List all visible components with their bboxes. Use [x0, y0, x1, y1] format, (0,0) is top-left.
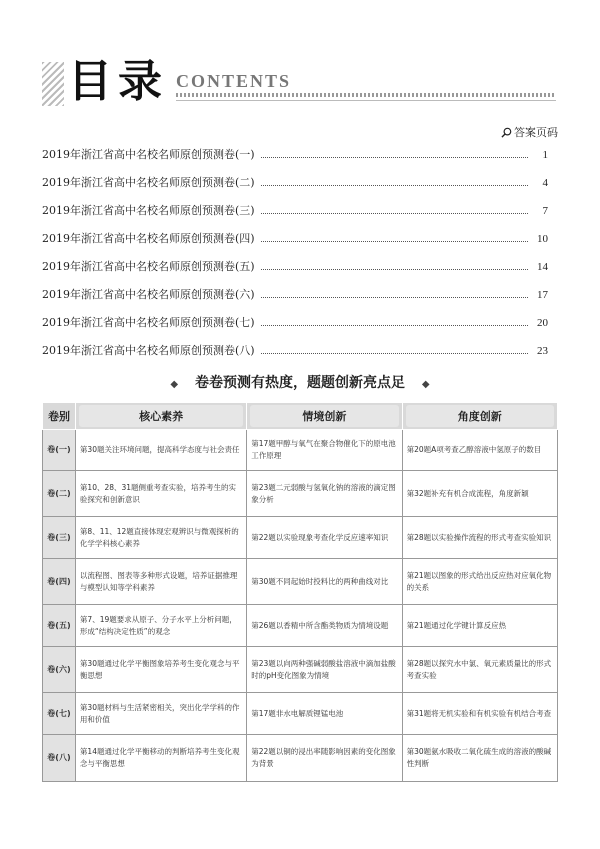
table-row [43, 559, 558, 605]
toc-item-label: 2019年浙江省高中名校名师原创预测卷(四) [42, 232, 255, 245]
angle-cell: 第20题A项考查乙醇溶液中氢原子的数目 [402, 430, 557, 471]
toc-item-label: 2019年浙江省高中名校名师原创预测卷(六) [42, 288, 255, 301]
toc-item-page: 17 [537, 289, 548, 301]
toc-item[interactable] [42, 286, 548, 314]
toc-item-page: 10 [537, 233, 548, 245]
context-cell: 第22题以实验现象考查化学反应速率知识 [247, 517, 402, 559]
table-row [43, 693, 558, 735]
toc-item-label: 2019年浙江省高中名校名师原创预测卷(八) [42, 344, 255, 357]
toc-item[interactable] [42, 146, 548, 174]
table-row [43, 430, 558, 471]
section-header [0, 372, 600, 392]
core-cell: 第8、11、12题直接体现宏观辨识与微观探析的化学学科核心素养 [75, 517, 246, 559]
toc-item-label: 2019年浙江省高中名校名师原创预测卷(五) [42, 260, 255, 273]
contents-subtitle: CONTENTS [176, 71, 292, 91]
table-row [43, 517, 558, 559]
angle-cell: 第28题以探究水中氯、氧元素质量比的形式考查实验 [402, 647, 557, 693]
toc-leader-dots [261, 346, 528, 354]
context-cell: 第23题以向两种强碱弱酸盐溶液中滴加盐酸时的pH变化图象为情境 [247, 647, 402, 693]
core-cell: 第7、19题要求从原子、分子水平上分析问题，形成“结构决定性质”的观念 [75, 605, 246, 647]
toc-leader-dots [261, 262, 528, 270]
paper-label: 卷(四) [43, 559, 76, 605]
toc-leader-dots [261, 178, 528, 186]
toc-leader-dots [261, 206, 528, 214]
search-icon [501, 127, 512, 138]
toc-item-page: 4 [542, 177, 548, 189]
context-cell: 第22题以铜的浸出率随影响因素的变化图象为背景 [247, 735, 402, 782]
title-hatch-decoration [42, 62, 64, 106]
title-rule [176, 93, 556, 97]
toc-item[interactable] [42, 202, 548, 230]
toc-leader-dots [261, 290, 528, 298]
context-cell: 第17题甲醇与氧气在聚合物催化下的原电池工作原理 [247, 430, 402, 471]
context-cell: 第30题不同起始时投料比的两种曲线对比 [247, 559, 402, 605]
toc-item[interactable] [42, 258, 548, 286]
paper-label: 卷(二) [43, 471, 76, 517]
answer-page-text: 答案页码 [514, 126, 558, 139]
toc-item-label: 2019年浙江省高中名校名师原创预测卷(三) [42, 204, 255, 217]
paper-label: 卷(三) [43, 517, 76, 559]
context-cell: 第23题二元弱酸与氢氧化钠的溶液的滴定图象分析 [247, 471, 402, 517]
paper-label: 卷(八) [43, 735, 76, 782]
paper-label: 卷(六) [43, 647, 76, 693]
table-header-row [43, 403, 558, 430]
table-row [43, 647, 558, 693]
toc-item[interactable] [42, 314, 548, 342]
paper-label: 卷(七) [43, 693, 76, 735]
header-angle-innovation: 角度创新 [402, 403, 557, 430]
diamond-icon: ◆ [421, 379, 430, 390]
diamond-icon: ◆ [170, 379, 179, 390]
toc-item[interactable] [42, 174, 548, 202]
header-context-innovation: 情境创新 [247, 403, 402, 430]
table-row [43, 471, 558, 517]
angle-cell: 第21题通过化学键计算反应热 [402, 605, 557, 647]
core-cell: 第10、28、31题侧重考查实验，培养考生的实验探究和创新意识 [75, 471, 246, 517]
core-cell: 第30题材料与生活紧密相关，突出化学学科的作用和价值 [75, 693, 246, 735]
toc-item-page: 1 [542, 149, 548, 161]
answer-page-label [501, 124, 558, 140]
angle-cell: 第32题补充有机合成流程，角度新颖 [402, 471, 557, 517]
header-core-literacy: 核心素养 [75, 403, 246, 430]
toc-item[interactable] [42, 230, 548, 258]
toc-leader-dots [261, 318, 528, 326]
context-cell: 第26题以香精中所含酯类物质为情境设题 [247, 605, 402, 647]
toc-item-page: 14 [537, 261, 548, 273]
toc-leader-dots [261, 234, 528, 242]
toc-item[interactable] [42, 342, 548, 370]
context-cell: 第17题非水电解质锂锰电池 [247, 693, 402, 735]
toc-item-label: 2019年浙江省高中名校名师原创预测卷(二) [42, 176, 255, 189]
header-paper: 卷别 [43, 403, 76, 430]
toc-item-label: 2019年浙江省高中名校名师原创预测卷(一) [42, 148, 255, 161]
core-cell: 以流程图、图表等多种形式设题，培养证据推理与模型认知等学科素养 [75, 559, 246, 605]
paper-label: 卷(一) [43, 430, 76, 471]
innovation-table [42, 402, 558, 782]
angle-cell: 第31题将无机实验和有机实验有机结合考查 [402, 693, 557, 735]
table-row [43, 605, 558, 647]
toc-item-page: 23 [537, 345, 548, 357]
toc-item-label: 2019年浙江省高中名校名师原创预测卷(七) [42, 316, 255, 329]
title-rule-thin [176, 100, 556, 101]
toc-item-page: 7 [542, 205, 548, 217]
toc-list [42, 146, 548, 370]
angle-cell: 第28题以实验操作流程的形式考查实验知识 [402, 517, 557, 559]
angle-cell: 第30题氨水吸收二氧化硫生成的溶液的酸碱性判断 [402, 735, 557, 782]
page-title: 目录 [68, 56, 168, 107]
toc-item-page: 20 [537, 317, 548, 329]
core-cell: 第30题关注环境问题，提高科学态度与社会责任 [75, 430, 246, 471]
paper-label: 卷(五) [43, 605, 76, 647]
toc-leader-dots [261, 150, 528, 158]
table-row [43, 735, 558, 782]
angle-cell: 第21题以图象的形式给出反应热对应氧化物的关系 [402, 559, 557, 605]
core-cell: 第14题通过化学平衡移动的判断培养考生变化观念与平衡思想 [75, 735, 246, 782]
section-title: 卷卷预测有热度，题题创新亮点足 [195, 375, 405, 391]
core-cell: 第30题通过化学平衡图象培养考生变化观念与平衡思想 [75, 647, 246, 693]
